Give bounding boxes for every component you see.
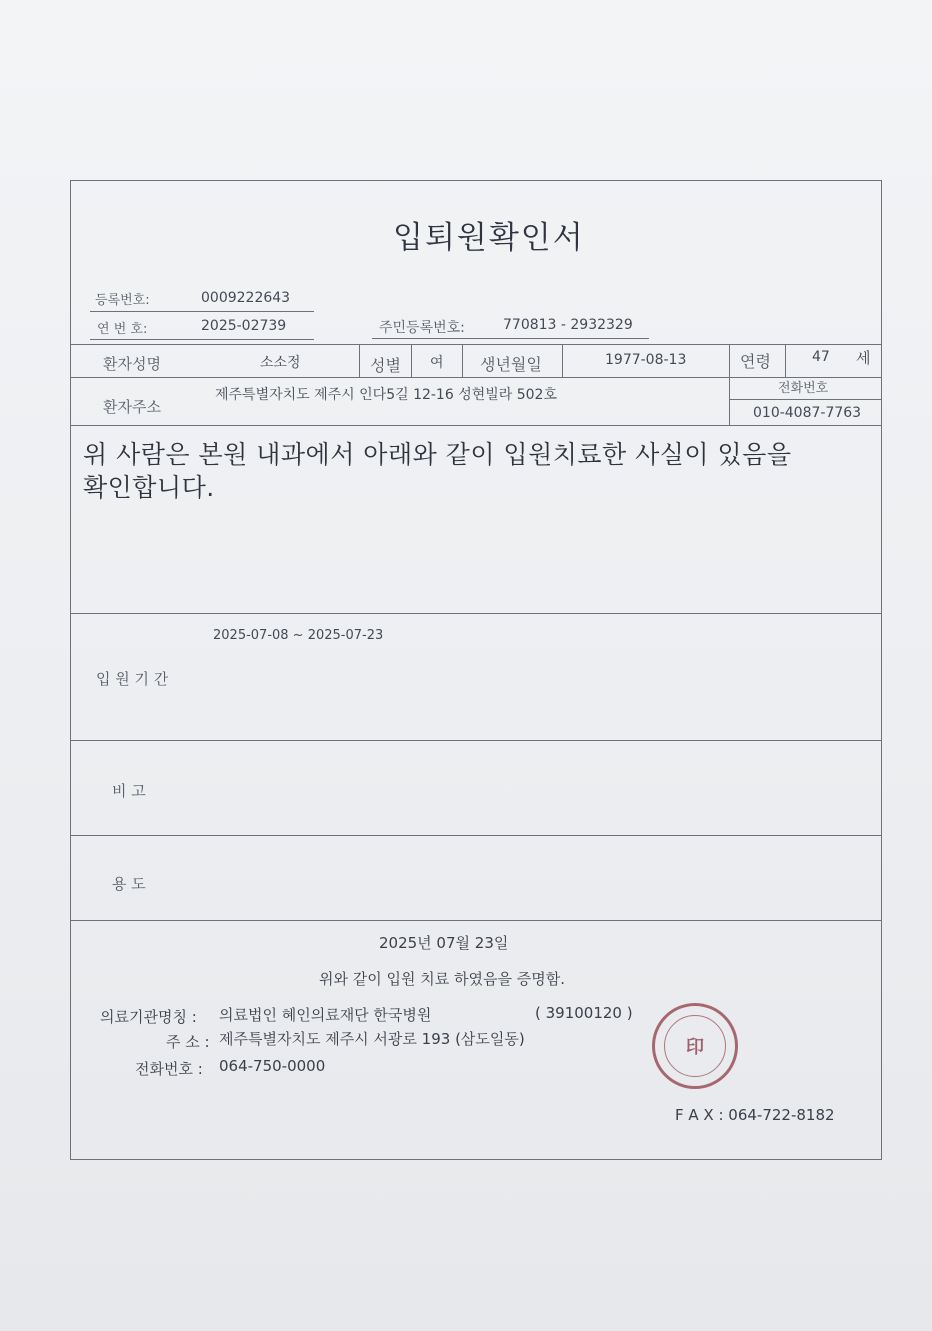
- institution-code: ( 39100120 ): [535, 1004, 633, 1022]
- institution-address-label: 주 소 :: [166, 1033, 210, 1051]
- statement-line-2: 확인합니다.: [83, 473, 215, 502]
- hospital-seal: [652, 1003, 738, 1089]
- age-label: 연령: [740, 352, 771, 371]
- serial-number-label: 연 번 호:: [97, 322, 148, 337]
- reg-number-underline: [90, 311, 314, 312]
- table-bottom-line: [70, 425, 882, 426]
- institution-value: 의료법인 혜인의료재단 한국병원: [219, 1006, 432, 1024]
- patient-name-label: 환자성명: [103, 355, 161, 373]
- sex-label: 성별: [370, 356, 401, 375]
- table-top-line: [70, 344, 882, 345]
- reg-number-label: 등록번호:: [95, 293, 150, 308]
- certify-text: 위와 같이 입원 치료 하였음을 증명함.: [319, 970, 565, 988]
- table-col-line: [411, 344, 412, 377]
- phone-value: 010-4087-7763: [753, 405, 862, 421]
- document-title: 입퇴원확인서: [393, 220, 585, 256]
- institution-label: 의료기관명칭 :: [100, 1008, 197, 1026]
- table-col-line: [729, 344, 730, 425]
- birth-date-label: 생년월일: [480, 355, 542, 374]
- table-col-line: [359, 344, 360, 377]
- institution-phone-value: 064-750-0000: [219, 1057, 326, 1075]
- phone-divider-line: [729, 399, 882, 400]
- section-divider: [70, 613, 882, 614]
- serial-number-value: 2025-02739: [201, 318, 287, 334]
- institution-phone-label: 전화번호 :: [135, 1060, 203, 1078]
- section-divider: [70, 740, 882, 741]
- age-value: 47: [812, 349, 830, 365]
- statement-line-1: 위 사람은 본원 내과에서 아래와 같이 입원치료한 사실이 있음을: [83, 440, 792, 469]
- patient-address-label: 환자주소: [103, 398, 161, 416]
- admission-period-value: 2025-07-08 ~ 2025-07-23: [213, 628, 384, 643]
- institution-address-value: 제주특별자치도 제주시 서광로 193 (삼도일동): [219, 1030, 525, 1048]
- section-divider: [70, 920, 882, 921]
- purpose-label: 용 도: [112, 875, 146, 893]
- patient-name-value: 소소정: [260, 355, 301, 371]
- reg-number-value: 0009222643: [201, 290, 291, 306]
- table-col-line: [785, 344, 786, 377]
- seal-text: 印: [686, 1037, 704, 1058]
- patient-address-value: 제주특별자치도 제주시 인다5길 12-16 성현빌라 502호: [215, 387, 557, 403]
- issue-date: 2025년 07월 23일: [379, 934, 509, 952]
- admission-period-label: 입 원 기 간: [96, 670, 169, 688]
- serial-number-underline: [90, 339, 314, 340]
- remarks-label: 비 고: [112, 782, 146, 800]
- fax-number: F A X : 064-722-8182: [675, 1106, 835, 1124]
- resident-number-value: 770813 - 2932329: [503, 317, 633, 333]
- resident-number-label: 주민등록번호:: [379, 320, 465, 336]
- table-col-line: [462, 344, 463, 377]
- age-unit: 세: [856, 349, 871, 367]
- table-col-line: [562, 344, 563, 377]
- birth-date-value: 1977-08-13: [605, 352, 687, 368]
- section-divider: [70, 835, 882, 836]
- phone-label: 전화번호: [778, 381, 829, 396]
- resident-number-underline: [372, 338, 649, 339]
- table-row-line: [70, 377, 882, 378]
- sex-value: 여: [430, 355, 444, 371]
